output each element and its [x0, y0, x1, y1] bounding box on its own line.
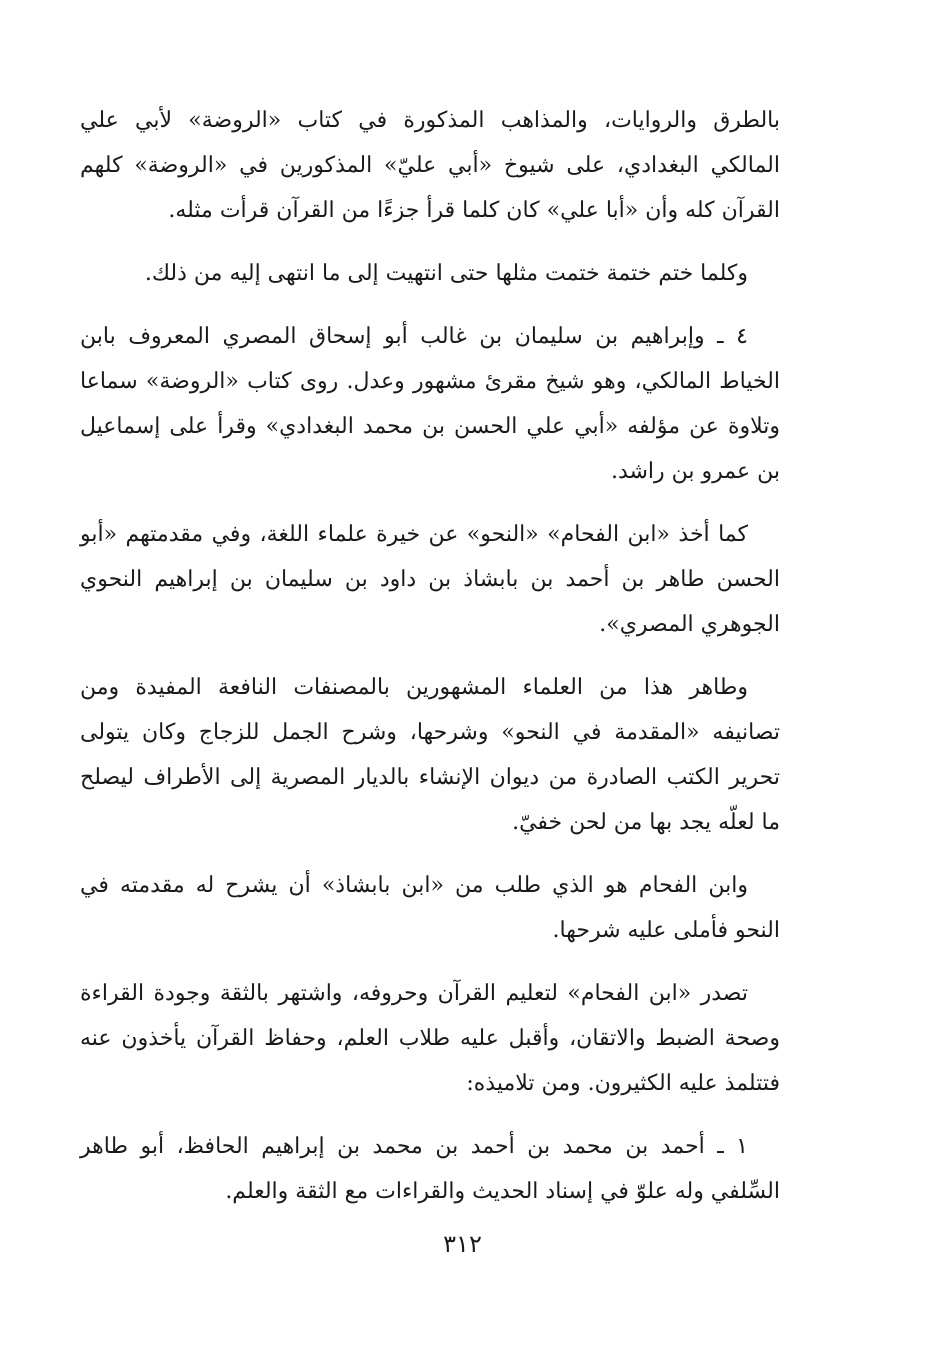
page-body [80, 98, 780, 1232]
paragraph-3: ٤ ـ وإبراهيم بن سليمان بن غالب أبو إسحاق المصري المعروف بابن الخياط المالكي، وهو شيخ مقرئ مشهور وعدل. روى كتاب «الروضة» سماعا وتلاوة عن مؤلفه «أبي علي الحسن بن محمد البغدادي» وقرأ على إسماعيل بن عمرو بن راشد. [80, 324, 780, 484]
paragraph-6: وابن الفحام هو الذي طلب من «ابن بابشاذ» أن يشرح له مقدمته في النحو فأملى عليه شرحها. [80, 873, 780, 943]
paragraph-8: ١ ـ أحمد بن محمد بن أحمد بن محمد بن إبراهيم الحافظ، أبو طاهر السِّلفي وله علوّ في إسناد الحديث والقراءات مع الثقة والعلم. [80, 1134, 780, 1204]
paragraph-4: كما أخذ «ابن الفحام» «النحو» عن خيرة علماء اللغة، وفي مقدمتهم «أبو الحسن طاهر بن أحمد بن بابشاذ بن داود بن سليمان بن إبراهيم النحوي الجوهري المصري». [80, 522, 780, 637]
paragraph-1: بالطرق والروايات، والمذاهب المذكورة في كتاب «الروضة» لأبي علي المالكي البغدادي، على شيوخ «أبي عليّ» المذكورين في «الروضة» كلهم القرآن كله وأن «أبا علي» كان كلما قرأ جزءًا من القرآن قرأت مثله. [80, 108, 780, 223]
page-number: ٣١٢ [443, 1230, 482, 1258]
paragraph-2: وكلما ختم ختمة ختمت مثلها حتى انتهيت إلى ما انتهى إليه من ذلك. [144, 261, 748, 286]
paragraph-7: تصدر «ابن الفحام» لتعليم القرآن وحروفه، واشتهر بالثقة وجودة القراءة وصحة الضبط والاتقان، وأقبل عليه طلاب العلم، وحفاظ القرآن يأخذون عنه فتتلمذ عليه الكثيرون. ومن تلاميذه: [80, 981, 780, 1096]
paragraph-5: وطاهر هذا من العلماء المشهورين بالمصنفات النافعة المفيدة ومن تصانيفه «المقدمة في النحو» وشرحها، وشرح الجمل للزجاج وكان يتولى تحرير الكتب الصادرة من ديوان الإنشاء بالديار المصرية إلى الأطراف ليصلح ما لعلّه يجد بها من لحن خفيّ. [80, 675, 780, 835]
